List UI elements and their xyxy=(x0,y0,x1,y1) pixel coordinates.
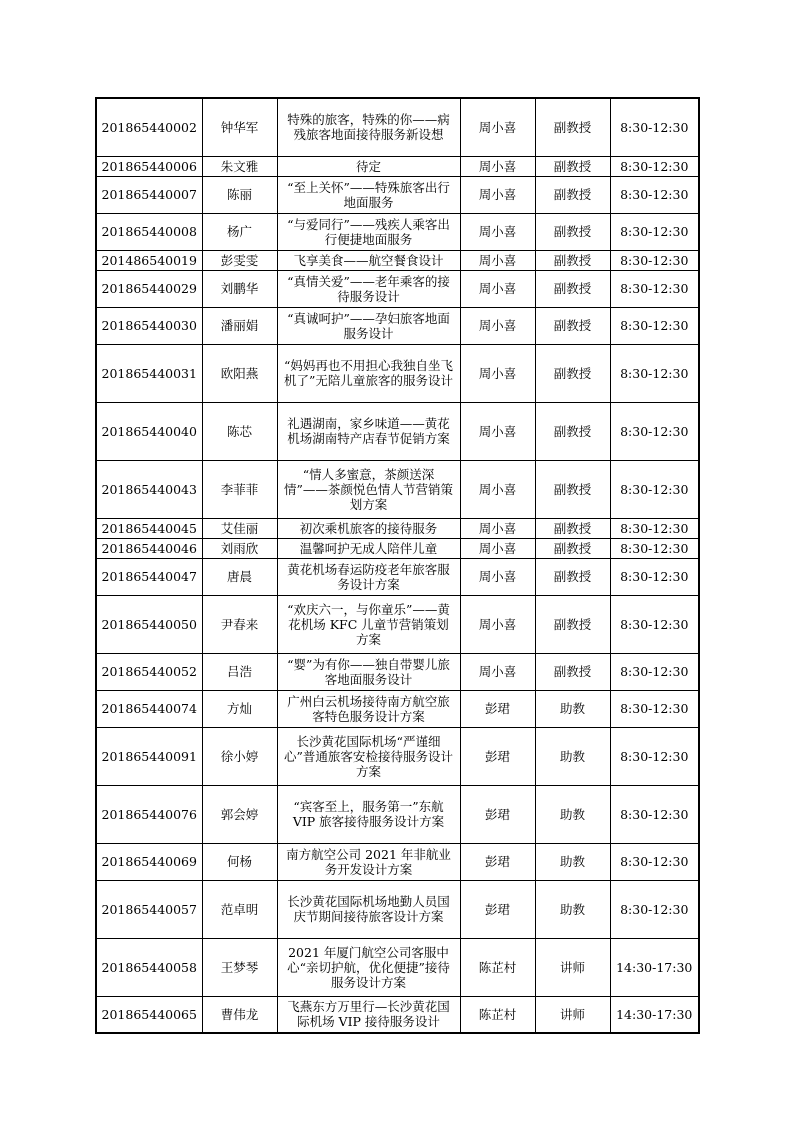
advisor-title-cell: 副教授 xyxy=(535,176,610,213)
thesis-topic-cell: 温馨呵护无成人陪伴儿童 xyxy=(277,538,460,558)
advisor-name-cell: 周小喜 xyxy=(460,156,535,176)
advisor-title-cell: 副教授 xyxy=(535,344,610,402)
defense-time-cell: 8:30-12:30 xyxy=(610,518,699,538)
thesis-topic-cell: 南方航空公司 2021 年非航业务开发设计方案 xyxy=(277,843,460,880)
table-row xyxy=(96,402,699,460)
advisor-name-cell: 陈芷村 xyxy=(460,996,535,1033)
student-name-cell: 吕浩 xyxy=(202,653,277,690)
table-row xyxy=(96,176,699,213)
defense-time-cell: 8:30-12:30 xyxy=(610,880,699,938)
defense-time-cell: 8:30-12:30 xyxy=(610,653,699,690)
advisor-title-cell: 副教授 xyxy=(535,558,610,595)
advisor-title-cell: 助教 xyxy=(535,843,610,880)
defense-time-cell: 8:30-12:30 xyxy=(610,727,699,785)
advisor-title-cell: 副教授 xyxy=(535,460,610,518)
advisor-name-cell: 周小喜 xyxy=(460,538,535,558)
thesis-topic-cell: “宾客至上，服务第一”东航 VIP 旅客接待服务设计方案 xyxy=(277,785,460,843)
advisor-title-cell: 副教授 xyxy=(535,653,610,690)
student-id-cell: 201865440006 xyxy=(96,156,202,176)
thesis-topic-cell: 初次乘机旅客的接待服务 xyxy=(277,518,460,538)
table-row xyxy=(96,690,699,727)
thesis-topic-cell: 长沙黄花国际机场地勤人员国庆节期间接待旅客设计方案 xyxy=(277,880,460,938)
student-name-cell: 欧阳燕 xyxy=(202,344,277,402)
defense-time-cell: 8:30-12:30 xyxy=(610,213,699,250)
advisor-name-cell: 周小喜 xyxy=(460,213,535,250)
advisor-title-cell: 讲师 xyxy=(535,938,610,996)
student-id-cell: 201865440043 xyxy=(96,460,202,518)
schedule-table xyxy=(95,97,700,1034)
table-row xyxy=(96,595,699,653)
thesis-topic-cell: 广州白云机场接待南方航空旅客特色服务设计方案 xyxy=(277,690,460,727)
student-name-cell: 刘雨欣 xyxy=(202,538,277,558)
student-name-cell: 彭雯雯 xyxy=(202,250,277,270)
student-name-cell: 范卓明 xyxy=(202,880,277,938)
defense-time-cell: 8:30-12:30 xyxy=(610,785,699,843)
advisor-name-cell: 周小喜 xyxy=(460,518,535,538)
student-name-cell: 杨广 xyxy=(202,213,277,250)
advisor-name-cell: 周小喜 xyxy=(460,653,535,690)
advisor-title-cell: 助教 xyxy=(535,727,610,785)
defense-time-cell: 14:30-17:30 xyxy=(610,996,699,1033)
thesis-topic-cell: 飞燕东方万里行—长沙黄花国际机场 VIP 接待服务设计 xyxy=(277,996,460,1033)
student-id-cell: 201865440047 xyxy=(96,558,202,595)
defense-time-cell: 8:30-12:30 xyxy=(610,156,699,176)
advisor-title-cell: 副教授 xyxy=(535,156,610,176)
defense-time-cell: 8:30-12:30 xyxy=(610,307,699,344)
thesis-topic-cell: “婴”为有你——独自带婴儿旅客地面服务设计 xyxy=(277,653,460,690)
student-name-cell: 唐晨 xyxy=(202,558,277,595)
student-name-cell: 郭会婷 xyxy=(202,785,277,843)
student-id-cell: 201865440002 xyxy=(96,98,202,156)
thesis-topic-cell: “妈妈再也不用担心我独自坐飞机了”无陪儿童旅客的服务设计 xyxy=(277,344,460,402)
advisor-title-cell: 助教 xyxy=(535,690,610,727)
table-row xyxy=(96,785,699,843)
thesis-topic-cell: “与爱同行”——残疾人乘客出行便捷地面服务 xyxy=(277,213,460,250)
advisor-name-cell: 彭珺 xyxy=(460,785,535,843)
student-name-cell: 徐小婷 xyxy=(202,727,277,785)
table-row xyxy=(96,938,699,996)
defense-time-cell: 8:30-12:30 xyxy=(610,460,699,518)
table-row xyxy=(96,538,699,558)
advisor-title-cell: 助教 xyxy=(535,880,610,938)
defense-time-cell: 8:30-12:30 xyxy=(610,402,699,460)
student-name-cell: 刘鹏华 xyxy=(202,270,277,307)
advisor-name-cell: 周小喜 xyxy=(460,250,535,270)
student-id-cell: 201865440091 xyxy=(96,727,202,785)
defense-time-cell: 8:30-12:30 xyxy=(610,270,699,307)
student-id-cell: 201865440065 xyxy=(96,996,202,1033)
thesis-topic-cell: “欢庆六一，与你童乐”——黄花机场 KFC 儿童节营销策划方案 xyxy=(277,595,460,653)
student-name-cell: 钟华军 xyxy=(202,98,277,156)
student-id-cell: 201865440046 xyxy=(96,538,202,558)
advisor-title-cell: 讲师 xyxy=(535,996,610,1033)
student-id-cell: 201865440030 xyxy=(96,307,202,344)
thesis-topic-cell: “至上关怀”——特殊旅客出行地面服务 xyxy=(277,176,460,213)
defense-time-cell: 8:30-12:30 xyxy=(610,595,699,653)
student-id-cell: 201865440050 xyxy=(96,595,202,653)
student-id-cell: 201865440074 xyxy=(96,690,202,727)
student-id-cell: 201865440031 xyxy=(96,344,202,402)
student-id-cell: 201865440052 xyxy=(96,653,202,690)
student-id-cell: 201865440069 xyxy=(96,843,202,880)
advisor-name-cell: 周小喜 xyxy=(460,595,535,653)
defense-time-cell: 8:30-12:30 xyxy=(610,250,699,270)
defense-time-cell: 8:30-12:30 xyxy=(610,176,699,213)
table-row xyxy=(96,558,699,595)
advisor-name-cell: 周小喜 xyxy=(460,460,535,518)
student-name-cell: 艾佳丽 xyxy=(202,518,277,538)
student-id-cell: 201865440058 xyxy=(96,938,202,996)
advisor-name-cell: 彭珺 xyxy=(460,727,535,785)
student-id-cell: 201865440040 xyxy=(96,402,202,460)
table-row xyxy=(96,98,699,156)
student-id-cell: 201486540019 xyxy=(96,250,202,270)
advisor-title-cell: 副教授 xyxy=(535,402,610,460)
defense-time-cell: 14:30-17:30 xyxy=(610,938,699,996)
advisor-title-cell: 副教授 xyxy=(535,270,610,307)
thesis-topic-cell: 特殊的旅客，特殊的你——病残旅客地面接待服务新设想 xyxy=(277,98,460,156)
student-name-cell: 尹春来 xyxy=(202,595,277,653)
table-row xyxy=(96,307,699,344)
student-name-cell: 方灿 xyxy=(202,690,277,727)
thesis-topic-cell: “真情关爱”——老年乘客的接待服务设计 xyxy=(277,270,460,307)
table-row xyxy=(96,518,699,538)
thesis-topic-cell: 礼遇湖南，家乡味道——黄花机场湖南特产店春节促销方案 xyxy=(277,402,460,460)
table-row xyxy=(96,270,699,307)
advisor-title-cell: 副教授 xyxy=(535,250,610,270)
student-id-cell: 201865440057 xyxy=(96,880,202,938)
table-row xyxy=(96,996,699,1033)
advisor-name-cell: 周小喜 xyxy=(460,270,535,307)
defense-time-cell: 8:30-12:30 xyxy=(610,558,699,595)
student-id-cell: 201865440007 xyxy=(96,176,202,213)
advisor-name-cell: 彭珺 xyxy=(460,843,535,880)
student-id-cell: 201865440076 xyxy=(96,785,202,843)
table-row xyxy=(96,250,699,270)
table-row xyxy=(96,843,699,880)
advisor-name-cell: 周小喜 xyxy=(460,176,535,213)
table-row xyxy=(96,653,699,690)
advisor-title-cell: 副教授 xyxy=(535,307,610,344)
advisor-title-cell: 副教授 xyxy=(535,538,610,558)
advisor-name-cell: 周小喜 xyxy=(460,402,535,460)
thesis-topic-cell: “情人多蜜意，茶颜送深情”——茶颜悦色情人节营销策划方案 xyxy=(277,460,460,518)
thesis-topic-cell: 待定 xyxy=(277,156,460,176)
student-name-cell: 曹伟龙 xyxy=(202,996,277,1033)
advisor-name-cell: 周小喜 xyxy=(460,344,535,402)
student-name-cell: 朱文雅 xyxy=(202,156,277,176)
table-row xyxy=(96,213,699,250)
advisor-title-cell: 副教授 xyxy=(535,213,610,250)
defense-time-cell: 8:30-12:30 xyxy=(610,690,699,727)
table-row xyxy=(96,156,699,176)
thesis-topic-cell: 2021 年厦门航空公司客服中心“亲切护航，优化便捷”接待服务设计方案 xyxy=(277,938,460,996)
student-name-cell: 陈丽 xyxy=(202,176,277,213)
student-name-cell: 李菲菲 xyxy=(202,460,277,518)
student-id-cell: 201865440008 xyxy=(96,213,202,250)
table-row xyxy=(96,727,699,785)
advisor-name-cell: 彭珺 xyxy=(460,880,535,938)
thesis-topic-cell: 长沙黄花国际机场“严谨细心”普通旅客安检接待服务设计方案 xyxy=(277,727,460,785)
thesis-topic-cell: 飞享美食——航空餐食设计 xyxy=(277,250,460,270)
student-name-cell: 何杨 xyxy=(202,843,277,880)
defense-time-cell: 8:30-12:30 xyxy=(610,344,699,402)
table-row xyxy=(96,880,699,938)
defense-time-cell: 8:30-12:30 xyxy=(610,98,699,156)
advisor-name-cell: 周小喜 xyxy=(460,98,535,156)
advisor-name-cell: 陈芷村 xyxy=(460,938,535,996)
thesis-topic-cell: 黄花机场春运防疫老年旅客服务设计方案 xyxy=(277,558,460,595)
thesis-topic-cell: “真诚呵护”——孕妇旅客地面服务设计 xyxy=(277,307,460,344)
advisor-name-cell: 周小喜 xyxy=(460,558,535,595)
advisor-name-cell: 周小喜 xyxy=(460,307,535,344)
advisor-name-cell: 彭珺 xyxy=(460,690,535,727)
advisor-title-cell: 副教授 xyxy=(535,518,610,538)
student-id-cell: 201865440045 xyxy=(96,518,202,538)
student-name-cell: 潘丽娟 xyxy=(202,307,277,344)
advisor-title-cell: 助教 xyxy=(535,785,610,843)
student-name-cell: 陈芯 xyxy=(202,402,277,460)
advisor-title-cell: 副教授 xyxy=(535,595,610,653)
advisor-title-cell: 副教授 xyxy=(535,98,610,156)
student-id-cell: 201865440029 xyxy=(96,270,202,307)
table-row xyxy=(96,344,699,402)
defense-time-cell: 8:30-12:30 xyxy=(610,843,699,880)
student-name-cell: 王梦琴 xyxy=(202,938,277,996)
schedule-table-body xyxy=(96,98,699,1033)
table-row xyxy=(96,460,699,518)
defense-time-cell: 8:30-12:30 xyxy=(610,538,699,558)
